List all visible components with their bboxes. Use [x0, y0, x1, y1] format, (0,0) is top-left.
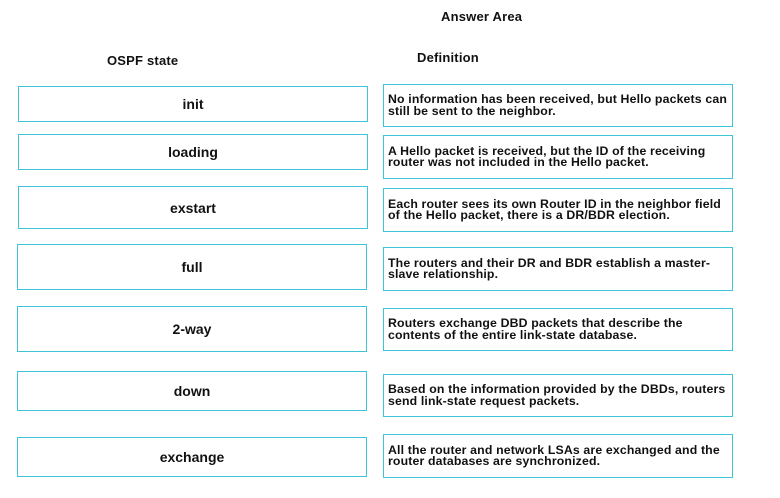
answer-area-heading: Answer Area [441, 9, 523, 24]
state-item-2-way[interactable]: 2-way [17, 306, 367, 352]
ospf-state-column-heading: OSPF state [107, 53, 179, 68]
definition-text: A Hello packet is received, but the ID of the receiving router was not included in the Hello packet. [388, 143, 706, 169]
definition-box-7 [383, 434, 733, 478]
definition-column-heading: Definition [417, 50, 479, 65]
definition-text: The routers and their DR and BDR establish a master-slave relationship. [388, 255, 711, 281]
definition-box-6 [383, 374, 733, 417]
definition-box-2 [383, 135, 733, 179]
state-item-exchange[interactable]: exchange [17, 437, 367, 477]
definition-text: Routers exchange DBD packets that describe the contents of the entire link-state database. [388, 316, 683, 342]
definition-box-4 [383, 247, 733, 291]
definition-box-5 [383, 308, 733, 351]
definition-text: Based on the information provided by the DBDs, routers send link-state request packets. [388, 382, 726, 408]
definition-box-1 [383, 84, 733, 127]
state-item-loading[interactable]: loading [18, 134, 368, 170]
state-item-exstart[interactable]: exstart [18, 186, 368, 229]
definition-text: Each router sees its own Router ID in the neighbor field of the Hello packet, there is a DR/BDR election. [388, 196, 721, 222]
definition-text: No information has been received, but Hello packets can still be sent to the neighbor. [388, 92, 727, 118]
state-item-full[interactable]: full [17, 244, 367, 290]
state-item-init[interactable]: init [18, 86, 368, 122]
definition-box-3 [383, 188, 733, 232]
definition-text: All the router and network LSAs are exchanged and the router databases are synchronized. [388, 442, 720, 468]
state-item-down[interactable]: down [17, 371, 367, 411]
